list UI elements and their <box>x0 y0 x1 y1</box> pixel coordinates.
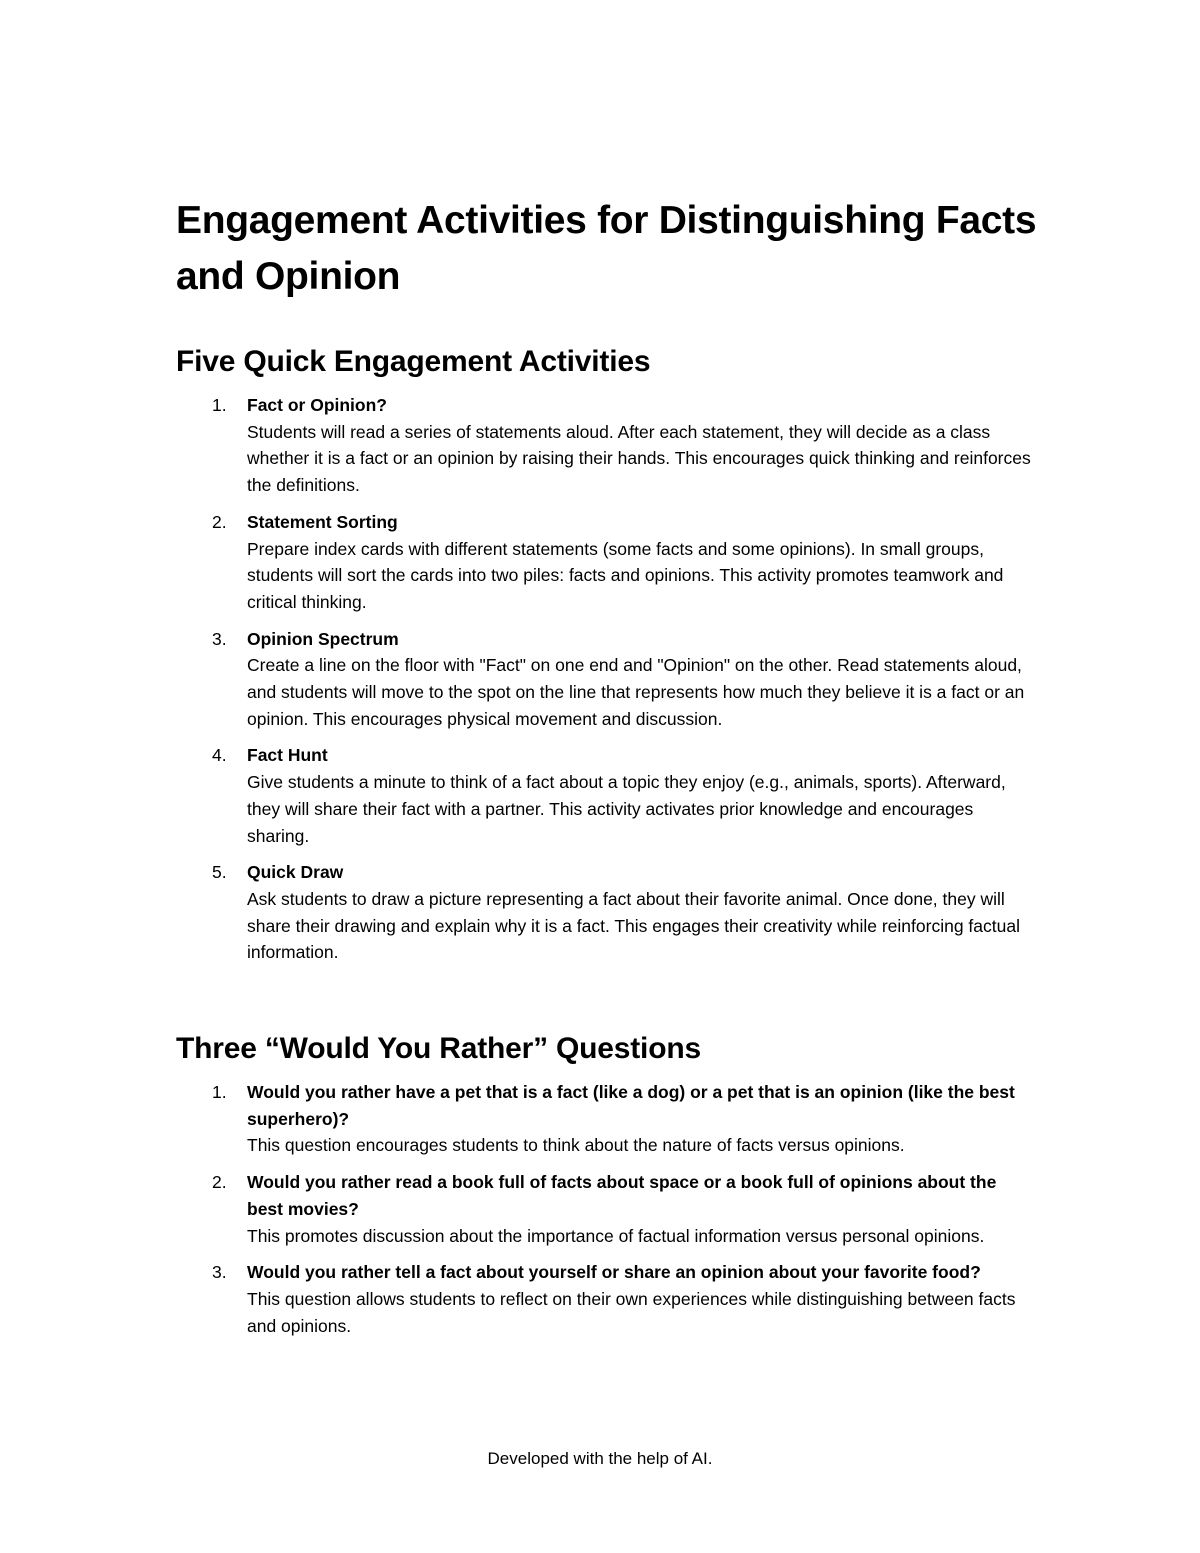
list-item <box>176 1169 1036 1249</box>
list-item <box>176 509 1036 616</box>
item-number: 2. <box>212 511 227 532</box>
item-number: 3. <box>212 628 227 649</box>
section-heading-questions: Three “Would You Rather” Questions <box>176 1032 701 1065</box>
item-description: Give students a minute to think of a fact about a topic they enjoy (e.g., animals, sports). Afterward, they will share their fact with a partner. This activity activates prior knowledge and encourages sharing. <box>247 772 1006 846</box>
item-title: Fact or Opinion? <box>247 395 387 415</box>
item-title: Fact Hunt <box>247 745 328 766</box>
item-description: Prepare index cards with different statements (some facts and some opinions). In small groups, students will sort the cards into two piles: facts and opinions. This activity promotes teamwork and critical thinking. <box>247 538 1004 612</box>
item-number: 4. <box>212 745 227 766</box>
item-number: 1. <box>212 395 227 415</box>
list-item <box>176 626 1036 733</box>
footer-note: Developed with the help of AI. <box>487 1449 713 1468</box>
list-item <box>176 392 1036 499</box>
item-number: 2. <box>212 1172 227 1193</box>
item-description: Students will read a series of statements aloud. After each statement, they will decide as a class whether it is a fact or an opinion by raising their hands. This encourages quick thinking and reinforces the definitions. <box>247 421 1031 496</box>
item-description: This question encourages students to think about the nature of facts versus opinions. <box>247 1135 905 1156</box>
item-title: Statement Sorting <box>247 511 398 532</box>
item-description: This promotes discussion about the importance of factual information versus personal opinions. <box>247 1225 985 1246</box>
questions-list <box>176 1079 1036 1349</box>
item-number: 5. <box>212 862 227 883</box>
list-item <box>176 1079 1036 1159</box>
activities-list <box>176 392 1036 976</box>
item-title: Would you rather read a book full of facts about space or a book full of opinions about the best movies? <box>247 1172 997 1219</box>
document-title: Engagement Activities for Distinguishing Facts and Opinion <box>176 199 1037 298</box>
list-item <box>176 742 1036 849</box>
item-title: Quick Draw <box>247 862 344 883</box>
item-number: 1. <box>212 1082 227 1102</box>
item-title: Opinion Spectrum <box>247 628 399 649</box>
item-description: This question allows students to reflect on their own experiences while distinguishing between facts and opinions. <box>247 1288 1016 1336</box>
item-title: Would you rather tell a fact about yourself or share an opinion about your favorite food? <box>247 1262 981 1283</box>
list-item <box>176 859 1036 966</box>
item-title: Would you rather have a pet that is a fact (like a dog) or a pet that is an opinion (like the best superhero)? <box>247 1082 1015 1129</box>
item-description: Create a line on the floor with "Fact" on one end and "Opinion" on the other. Read statements aloud, and students will move to the spot on the line that represents how much they believe it is a fact or an opinion. This encourages physical movement and discussion. <box>247 655 1025 729</box>
list-item <box>176 1259 1036 1339</box>
section-heading-activities: Five Quick Engagement Activities <box>176 345 651 378</box>
item-number: 3. <box>212 1262 227 1283</box>
item-description: Ask students to draw a picture representing a fact about their favorite animal. Once done, they will share their drawing and explain why it is a fact. This engages their creativity while reinforcing factual information. <box>247 888 1020 963</box>
